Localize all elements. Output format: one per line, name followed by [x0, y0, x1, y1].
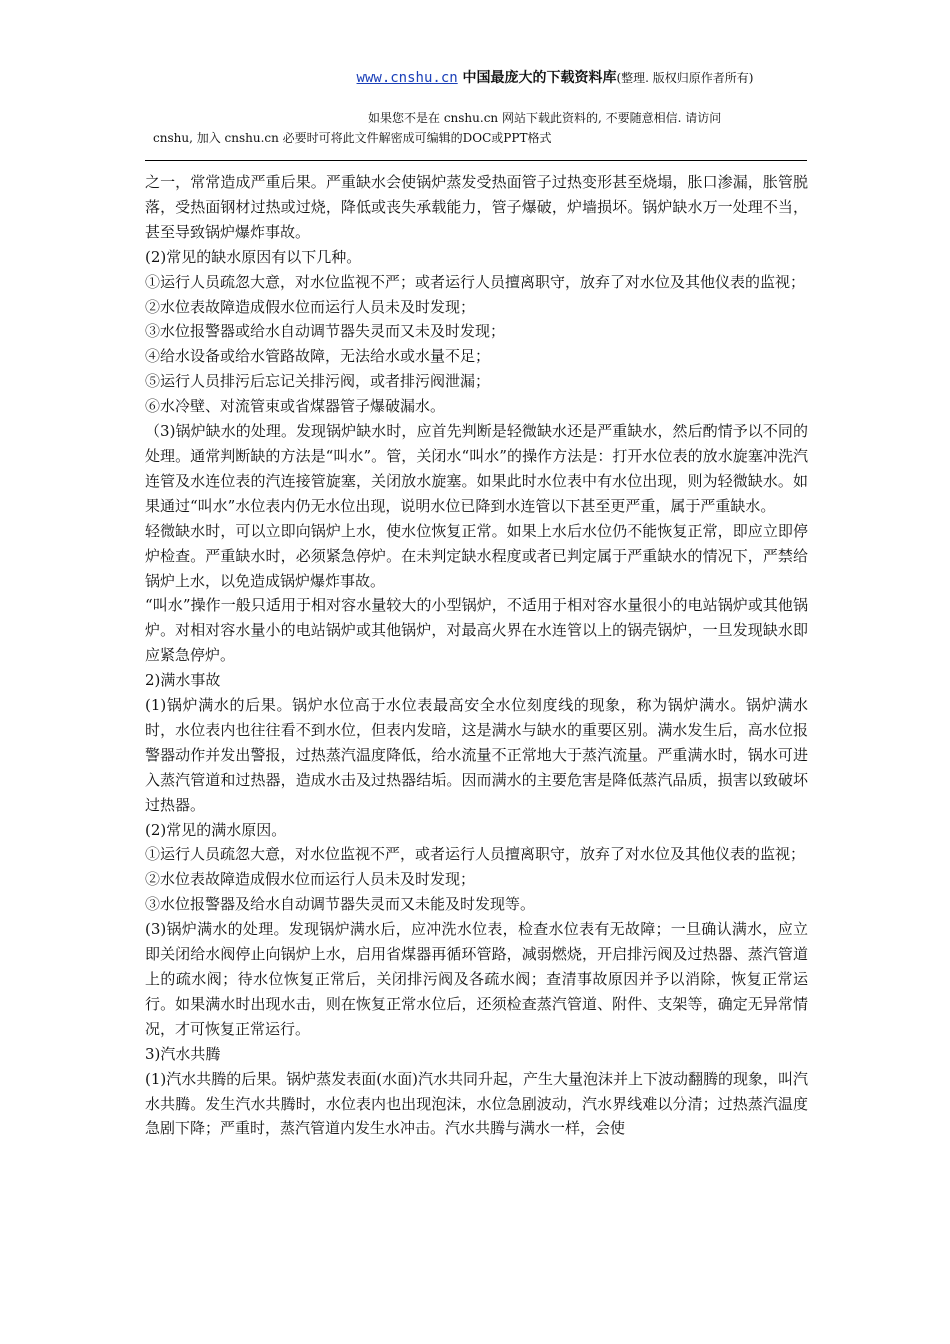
- body-paragraph: (2)常见的满水原因。: [145, 820, 287, 839]
- body-paragraph: ④给水设备或给水管路故障，无法给水或水量不足；: [145, 347, 491, 366]
- body-paragraph: （3)锅炉缺水的处理。发现锅炉缺水时，应首先判断是轻微缺水还是严重缺水，然后酌情予以不同的处理。通常判断缺的方法是“叫水”。管，关闭水“叫水”的操作方法是：打开水位表的放水旋塞冲洗汽连管及水连位表的汽连接管旋塞，关闭放水旋塞。如果此时水位表中有水位出现，则为轻微缺水。如果通过“叫水”水位表内仍无水位出现，说明水位已降到水连管以下甚至更严重，属于严重缺水。: [145, 422, 808, 515]
- header-title: 中国最庞大的下载资料库: [462, 70, 617, 86]
- body-paragraph: “叫水”操作一般只适用于相对容水量较大的小型锅炉，不适用于相对容水量很小的电站锅炉或其他锅炉。对相对容水量小的电站锅炉或其他锅炉，对最高火界在水连管以上的锅壳锅炉，一旦发现缺水即应紧急停炉。: [145, 596, 808, 665]
- body-paragraph: ②水位表故障造成假水位而运行人员未及时发现；: [145, 297, 476, 316]
- body-paragraph: (1)锅炉满水的后果。锅炉水位高于水位表最高安全水位刻度线的现象，称为锅炉满水。锅炉满水时，水位表内也往往看不到水位，但表内发暗，这是满水与缺水的重要区别。满水发生后，高水位报警器动作并发出警报，过热蒸汽温度降低，给水流量不正常地大于蒸汽流量。严重满水时，锅水可进入蒸汽管道和过热器，造成水击及过热器结垢。因而满水的主要危害是降低蒸汽品质，损害以致破坏过热器。: [145, 696, 808, 814]
- page-header: [153, 66, 810, 145]
- body-paragraph: 之一，常常造成严重后果。严重缺水会使锅炉蒸发受热面管子过热变形甚至烧塌，胀口渗漏，胀管脱落，受热面钢材过热或过烧，降低或丧失承载能力，管子爆破，炉墙损坏。锅炉缺水万一处理不当，甚至导致锅炉爆炸事故。: [145, 173, 808, 241]
- body-paragraph: (1)汽水共腾的后果。锅炉蒸发表面(水面)汽水共同升起，产生大量泡沫并上下波动翻腾的现象，叫汽水共腾。发生汽水共腾时，水位表内也出现泡沫，水位急剧波动，汽水界线难以分清；过热蒸汽温度急剧下降；严重时，蒸汽管道内发生水冲击。汽水共腾与满水一样，会使: [145, 1069, 808, 1138]
- body-paragraph: (2)常见的缺水原因有以下几种。: [145, 247, 362, 266]
- document-body: [145, 170, 808, 1141]
- body-paragraph: ①运行人员疏忽大意，对水位监视不严，或者运行人员擅离职守，放弃了对水位及其他仪表的监视；: [145, 845, 806, 864]
- body-paragraph: (3)锅炉满水的处理。发现锅炉满水后，应冲洗水位表，检查水位表有无故障；一旦确认满水，应立即关闭给水阀停止向锅炉上水，启用省煤器再循环管路，减弱燃烧，开启排污阀及过热器、蒸汽管道上的疏水阀；待水位恢复正常后，关闭排污阀及各疏水阀；查清事故原因并予以消除，恢复正常运行。如果满水时出现水击，则在恢复正常水位后，还须检查蒸汽管道、附件、支架等，确定无异常情况，才可恢复正常运行。: [145, 920, 808, 1038]
- body-paragraph: ⑤运行人员排污后忘记关排污阀，或者排污阀泄漏；: [145, 372, 491, 391]
- body-paragraph: ③水位报警器或给水自动调节器失灵而又未及时发现；: [145, 322, 506, 341]
- section-heading: 3)汽水共腾: [145, 1044, 221, 1063]
- header-copyright-note: (整理. 版权归原作者所有): [616, 71, 754, 85]
- header-notice-line-2: cnshu, 加入 cnshu.cn 必要时可将此文件解密成可编辑的DOC或PPT格式: [153, 131, 552, 145]
- header-divider: [145, 160, 807, 161]
- body-paragraph: 轻微缺水时，可以立即向锅炉上水，使水位恢复正常。如果上水后水位仍不能恢复正常，即应立即停炉检查。严重缺水时，必须紧急停炉。在未判定缺水程度或者已判定属于严重缺水的情况下，严禁给锅炉上水，以免造成锅炉爆炸事故。: [145, 521, 808, 590]
- body-paragraph: ②水位表故障造成假水位而运行人员未及时发现；: [145, 870, 476, 889]
- site-link[interactable]: www.cnshu.cn: [356, 70, 458, 86]
- section-heading: 2)满水事故: [145, 671, 221, 690]
- body-paragraph: ③水位报警器及给水自动调节器失灵而又未能及时发现等。: [145, 895, 536, 914]
- body-paragraph: ⑥水冷壁、对流管束或省煤器管子爆破漏水。: [145, 397, 446, 416]
- header-notice-line: 如果您不是在 cnshu.cn 网站下载此资料的, 不要随意相信. 请访问: [368, 111, 722, 125]
- header-title-line: [300, 66, 810, 89]
- body-paragraph: ①运行人员疏忽大意，对水位监视不严；或者运行人员擅离职守，放弃了对水位及其他仪表的监视；: [145, 272, 806, 291]
